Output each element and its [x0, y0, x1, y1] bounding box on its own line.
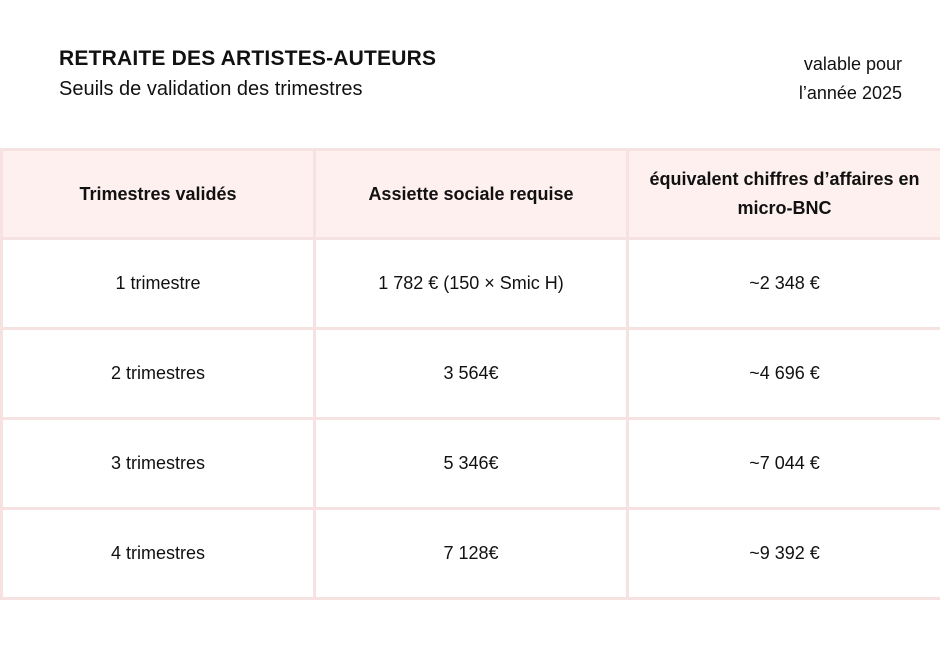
- column-header-assiette: Assiette sociale requise: [315, 150, 628, 239]
- table-header-row: [2, 150, 940, 239]
- table-row: [2, 509, 940, 599]
- table-cell-assiette: 1 782 € (150 × Smic H): [315, 239, 628, 329]
- table-row: [2, 419, 940, 509]
- table-cell-chiffre-affaires: ~7 044 €: [628, 419, 940, 509]
- table-cell-trimestres: 1 trimestre: [2, 239, 315, 329]
- page-subtitle: Seuils de validation des trimestres: [59, 78, 363, 100]
- table-row: [2, 329, 940, 419]
- table-cell-trimestres: 3 trimestres: [2, 419, 315, 509]
- table-cell-trimestres: 4 trimestres: [2, 509, 315, 599]
- table-cell-chiffre-affaires: ~9 392 €: [628, 509, 940, 599]
- table-cell-trimestres: 2 trimestres: [2, 329, 315, 419]
- column-header-trimestres: Trimestres validés: [2, 150, 315, 239]
- column-header-chiffre-affaires: équivalent chiffres d’affaires en micro-BNC: [628, 150, 940, 239]
- table-cell-assiette: 5 346€: [315, 419, 628, 509]
- table-cell-chiffre-affaires: ~2 348 €: [628, 239, 940, 329]
- validity-year-line: l’année 2025: [798, 83, 902, 103]
- thresholds-table: [0, 148, 940, 600]
- table-row: [2, 239, 940, 329]
- table-cell-assiette: 3 564€: [315, 329, 628, 419]
- page-title: RETRAITE DES ARTISTES-AUTEURS: [59, 47, 437, 70]
- table-cell-assiette: 7 128€: [315, 509, 628, 599]
- table-cell-chiffre-affaires: ~4 696 €: [628, 329, 940, 419]
- validity-line: valable pour: [803, 54, 902, 74]
- validity-note: [702, 50, 902, 108]
